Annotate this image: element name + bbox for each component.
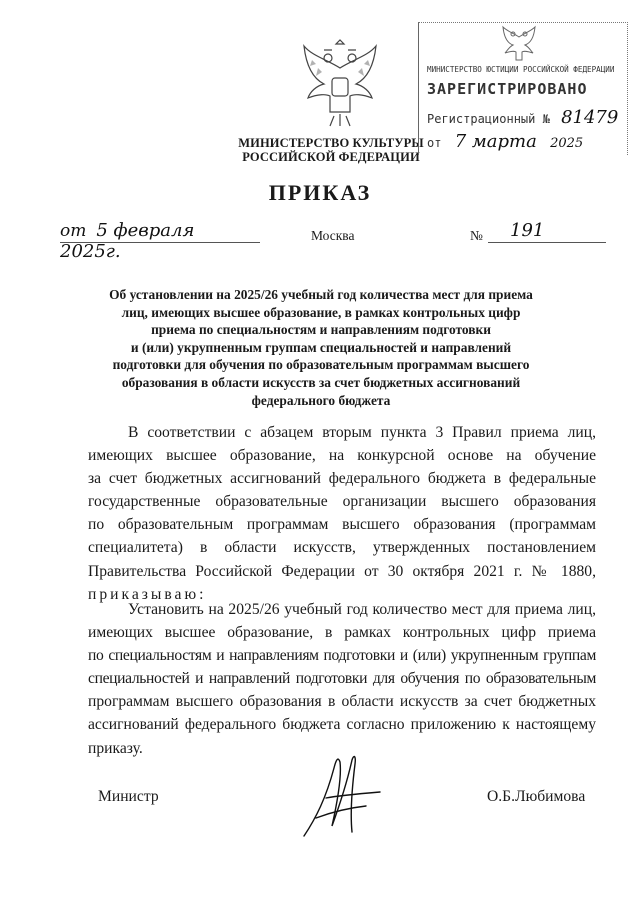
paragraph-line: В соответствии с абзацем вторым пункта 3 Правил приема лиц, [128, 424, 596, 441]
stamp-date-year: 2025 [550, 136, 584, 151]
paragraph-line: специальностей и направлений подготовки для обучения по образовательным [88, 670, 596, 688]
heading-line: и (или) укрупненным группам специальностей и направлений [130, 339, 512, 355]
number-handwritten: 191 [510, 220, 545, 241]
paragraph-line: программам высшего образования в области искусств за счет бюджетных [88, 693, 596, 711]
date-handwritten: 5 февраля 2025г. [60, 220, 195, 262]
heading-line: подготовки для обучения по образовательным программам высшего [112, 357, 530, 373]
paragraph-line: государственные образовательные организации высшего образования [88, 493, 596, 511]
stamp-reg-number: 81479 [561, 107, 619, 128]
order-word: приказываю: [88, 585, 207, 603]
heading-line: федерального бюджета [251, 392, 391, 408]
stamp-emblem-icon [499, 25, 539, 65]
paragraph-line: ассигнований федерального бюджета согласно приложению к настоящему [88, 716, 596, 734]
paragraph-line: имеющих высшее образование, на конкурсной основе на обучение [88, 447, 596, 465]
paragraph-line: по специальностям и направлениям подготовки и (или) укрупненным группам [88, 647, 596, 665]
city-name: Москва [311, 228, 355, 243]
signatory-name: О.Б.Любимова [487, 788, 586, 805]
number-field [488, 220, 606, 243]
stamp-status: ЗАРЕГИСТРИРОВАНО [427, 80, 588, 98]
preamble-paragraph [88, 421, 596, 606]
order-paragraph [88, 598, 596, 760]
paragraph-line: по образовательным программам высшего образования (программам [88, 516, 596, 534]
stamp-date-prefix: от [427, 136, 442, 150]
stamp-ministry: МИНИСТЕРСТВО ЮСТИЦИИ РОССИЙСКОЙ ФЕДЕРАЦИИ [427, 65, 615, 74]
heading-line: лиц, имеющих высшее образование, в рамках контрольных цифр [121, 304, 521, 320]
stamp-date-handwritten: 7 марта [454, 131, 537, 152]
ministry-name-line-1: МИНИСТЕРСТВО КУЛЬТУРЫ [238, 136, 424, 150]
date-field [60, 220, 260, 262]
registration-stamp [418, 22, 628, 155]
paragraph-line: приказу. [88, 739, 143, 757]
order-heading [86, 286, 556, 409]
heading-line: приема по специальностям и направлениям подготовки [151, 322, 491, 338]
heading-line: образования в области искусств за счет бюджетных ассигнований [121, 374, 521, 390]
date-prefix: от [60, 221, 87, 241]
paragraph-line: Установить на 2025/26 учебный год количество мест для приема лиц, [128, 601, 596, 618]
paragraph-line: Правительства Российской Федерации от 30 октября 2021 г. № 1880, [88, 562, 596, 580]
number-label: № [470, 228, 483, 243]
paragraph-line: имеющих высшее образование, в рамках контрольных цифр приема [88, 624, 596, 642]
coat-of-arms-emblem [298, 38, 382, 130]
paragraph-line: специалитета) в области искусств, утвержденных постановлением [88, 539, 596, 557]
stamp-reg-label: Регистрационный № [427, 112, 550, 126]
signature-position: Министр [98, 788, 159, 805]
document-title: ПРИКАЗ [268, 180, 372, 205]
ministry-name-line-2: РОССИЙСКОЙ ФЕДЕРАЦИИ [242, 150, 420, 164]
handwritten-signature [296, 748, 386, 844]
heading-line: Об установлении на 2025/26 учебный год количества мест для приема [109, 287, 533, 302]
paragraph-line: за счет бюджетных ассигнований федерального бюджета в федеральные [88, 470, 596, 488]
